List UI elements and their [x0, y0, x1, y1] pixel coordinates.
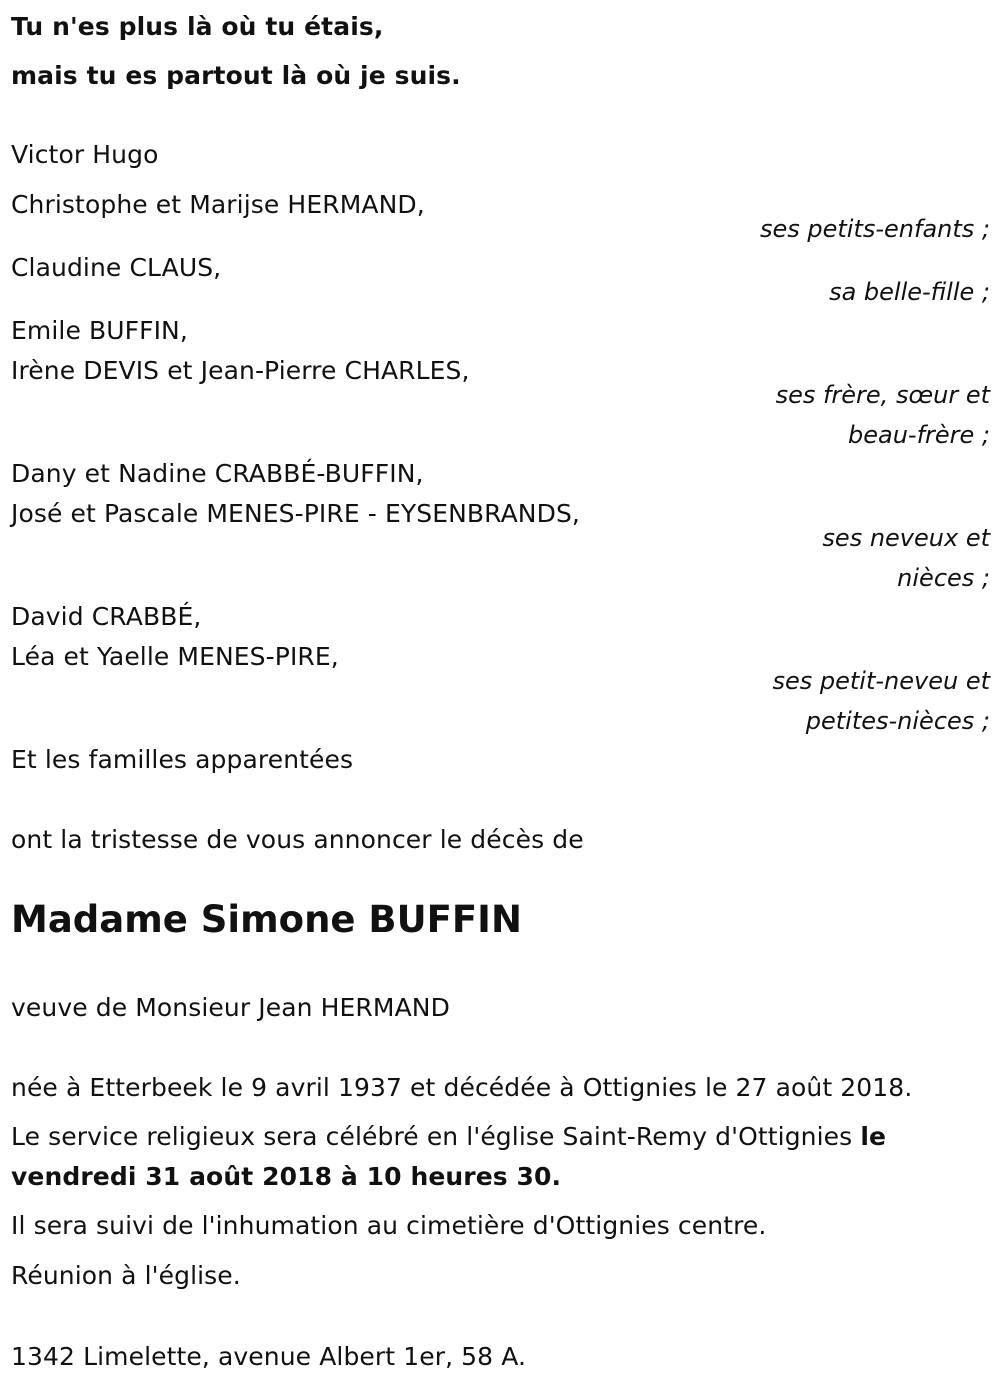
service-date-start: le — [860, 1122, 887, 1151]
sibling-name-1: Emile BUFFIN, — [11, 316, 188, 345]
grand-nephews-role-line-2: petites-nièces ; — [805, 707, 990, 735]
service-line — [11, 1122, 886, 1152]
nephew-name-2: José et Pascale MENES-PIRE - EYSENBRANDS, — [11, 499, 580, 528]
burial-info: Il sera suivi de l'inhumation au cimetière d'Ottignies centre. — [11, 1211, 767, 1240]
extended-family: Et les familles apparentées — [11, 745, 354, 774]
address: 1342 Limelette, avenue Albert 1er, 58 A. — [11, 1342, 527, 1371]
nephews-role-line-1: ses neveux et — [822, 524, 990, 552]
service-date: vendredi 31 août 2018 à 10 heures 30. — [11, 1162, 562, 1191]
nephews-role-line-2: nièces ; — [897, 564, 990, 592]
daughter-in-law-name: Claudine CLAUS, — [11, 253, 222, 282]
daughter-in-law-role: sa belle-fille ; — [829, 278, 990, 306]
nephew-name-1: Dany et Nadine CRABBÉ-BUFFIN, — [11, 459, 424, 488]
siblings-role-line-2: beau-frère ; — [847, 421, 990, 449]
quote-line-2: mais tu es partout là où je suis. — [11, 61, 461, 90]
grand-nephews-role-line-1: ses petit-neveu et — [772, 667, 990, 695]
grandchildren-role: ses petits-enfants ; — [759, 215, 990, 243]
grandchildren-names: Christophe et Marijse HERMAND, — [11, 190, 425, 219]
birth-death: née à Etterbeek le 9 avril 1937 et décédée à Ottignies le 27 août 2018. — [11, 1073, 913, 1102]
reunion-info: Réunion à l'église. — [11, 1261, 241, 1290]
deceased-name: Madame Simone BUFFIN — [11, 898, 522, 941]
quote-line-1: Tu n'es plus là où tu étais, — [11, 12, 384, 41]
service-text: Le service religieux sera célébré en l'église Saint-Remy d'Ottignies — [11, 1122, 853, 1151]
sibling-name-2: Irène DEVIS et Jean-Pierre CHARLES, — [11, 356, 470, 385]
announcement-intro: ont la tristesse de vous annoncer le décès de — [11, 825, 584, 854]
siblings-role-line-1: ses frère, sœur et — [775, 381, 990, 409]
widow-of: veuve de Monsieur Jean HERMAND — [11, 993, 450, 1022]
grand-nephew-name-1: David CRABBÉ, — [11, 602, 202, 631]
grand-nephew-name-2: Léa et Yaelle MENES-PIRE, — [11, 642, 339, 671]
quote-author: Victor Hugo — [11, 140, 159, 169]
